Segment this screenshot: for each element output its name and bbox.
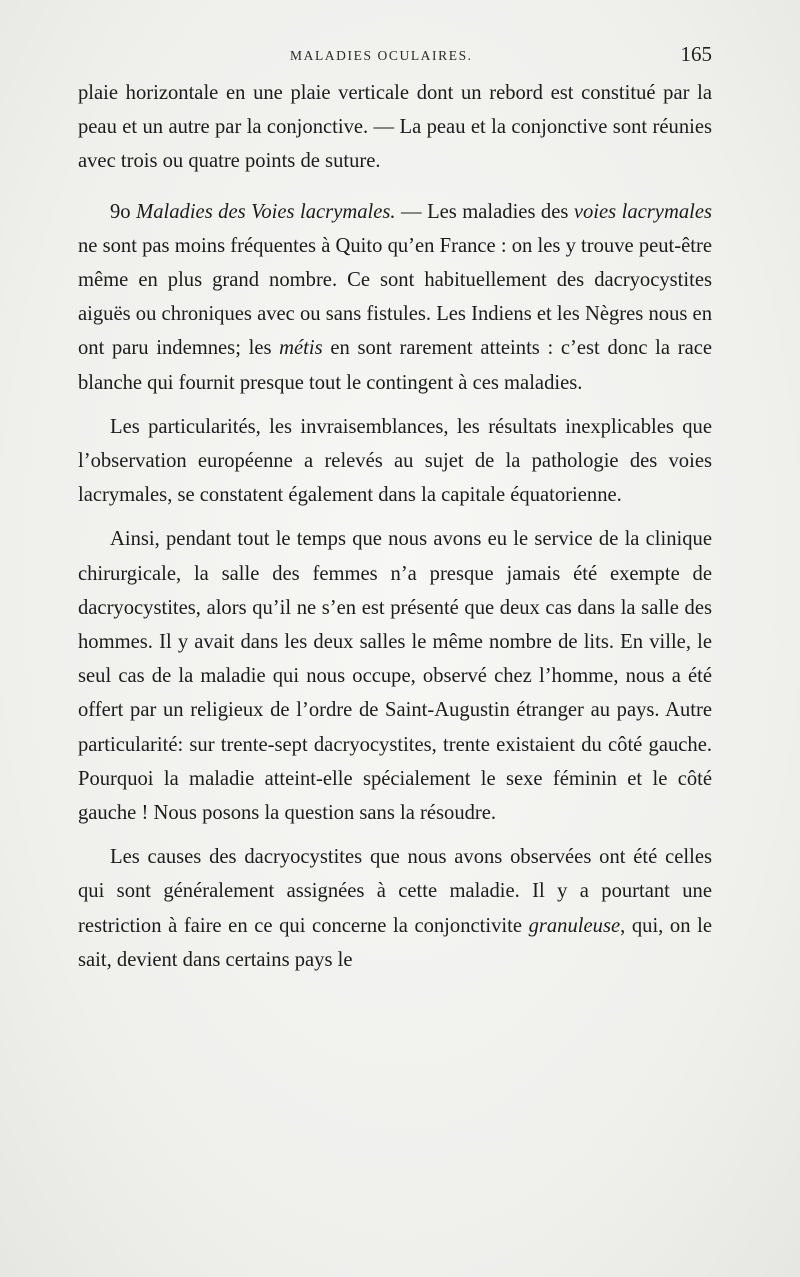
body-text (78, 76, 712, 977)
section-title: Maladies des Voies lacrymales. (136, 200, 396, 223)
page-header (78, 40, 712, 70)
text-run: Les causes des dacryocystites que nous avons observées ont été celles qui sont généralement assignées à cette maladie. Il y a pourtant une restriction à faire en ce qui concerne la conjonctivite (78, 846, 712, 937)
paragraph-causes (78, 840, 712, 977)
text-run: , qui, on le sait, devient dans certains pays le (78, 914, 712, 971)
italic-term: métis (279, 337, 323, 360)
italic-term: granuleuse (528, 914, 621, 937)
paragraph-lacrymal-section (78, 195, 712, 400)
running-head: MALADIES OCULAIRES. (290, 48, 473, 63)
paragraph-continuation: plaie horizontale en une plaie verticale dont un rebord est constitué par la peau et un autre par la conjonctive. — La peau et la conjonctive sont réunies avec trois ou quatre points de suture. (78, 82, 712, 173)
section-number: 9o (110, 200, 131, 223)
text-run: ne sont pas moins fréquentes à Quito qu’en France : on les y trouve peut-être même en plus grand nombre. Ce sont habituellement des dacryocystites aiguës ou chroniques avec ou sans fistules. Les Indiens et les Nègres nous en ont paru indemnes; les (78, 234, 712, 360)
page-number: 165 (680, 42, 712, 66)
paragraph-clinic-observations: Ainsi, pendant tout le temps que nous avons eu le service de la clinique chirurgicale, la salle des femmes n’a presque jamais été exempte de dacryocystites, alors qu’il ne s’en est présenté que deux cas dans la salle des hommes. Il y avait dans les deux salles le même nombre de lits. En ville, le seul cas de la maladie qui nous occupe, observé chez l’homme, nous a été offert par un religieux de l’ordre de Saint-Augustin étranger au pays. Autre particularité: sur trente-sept dacryocystites, trente existaient du côté gauche. Pourquoi la maladie atteint-elle spécialement le sexe féminin et le côté gauche ! Nous posons la question sans la résoudre. (78, 528, 712, 825)
paragraph-particularities: Les particularités, les invraisemblances, les résultats inexplicables que l’observation européenne a relevés au sujet de la pathologie des voies lacrymales, se constatent également dans la capitale équatorienne. (78, 415, 712, 507)
italic-term: voies lacrymales (573, 200, 712, 223)
text-run: en sont rarement atteints : c’est donc la race blanche qui fournit presque tout le contingent à ces maladies. (78, 337, 712, 394)
text-run: — Les maladies des (395, 200, 574, 223)
